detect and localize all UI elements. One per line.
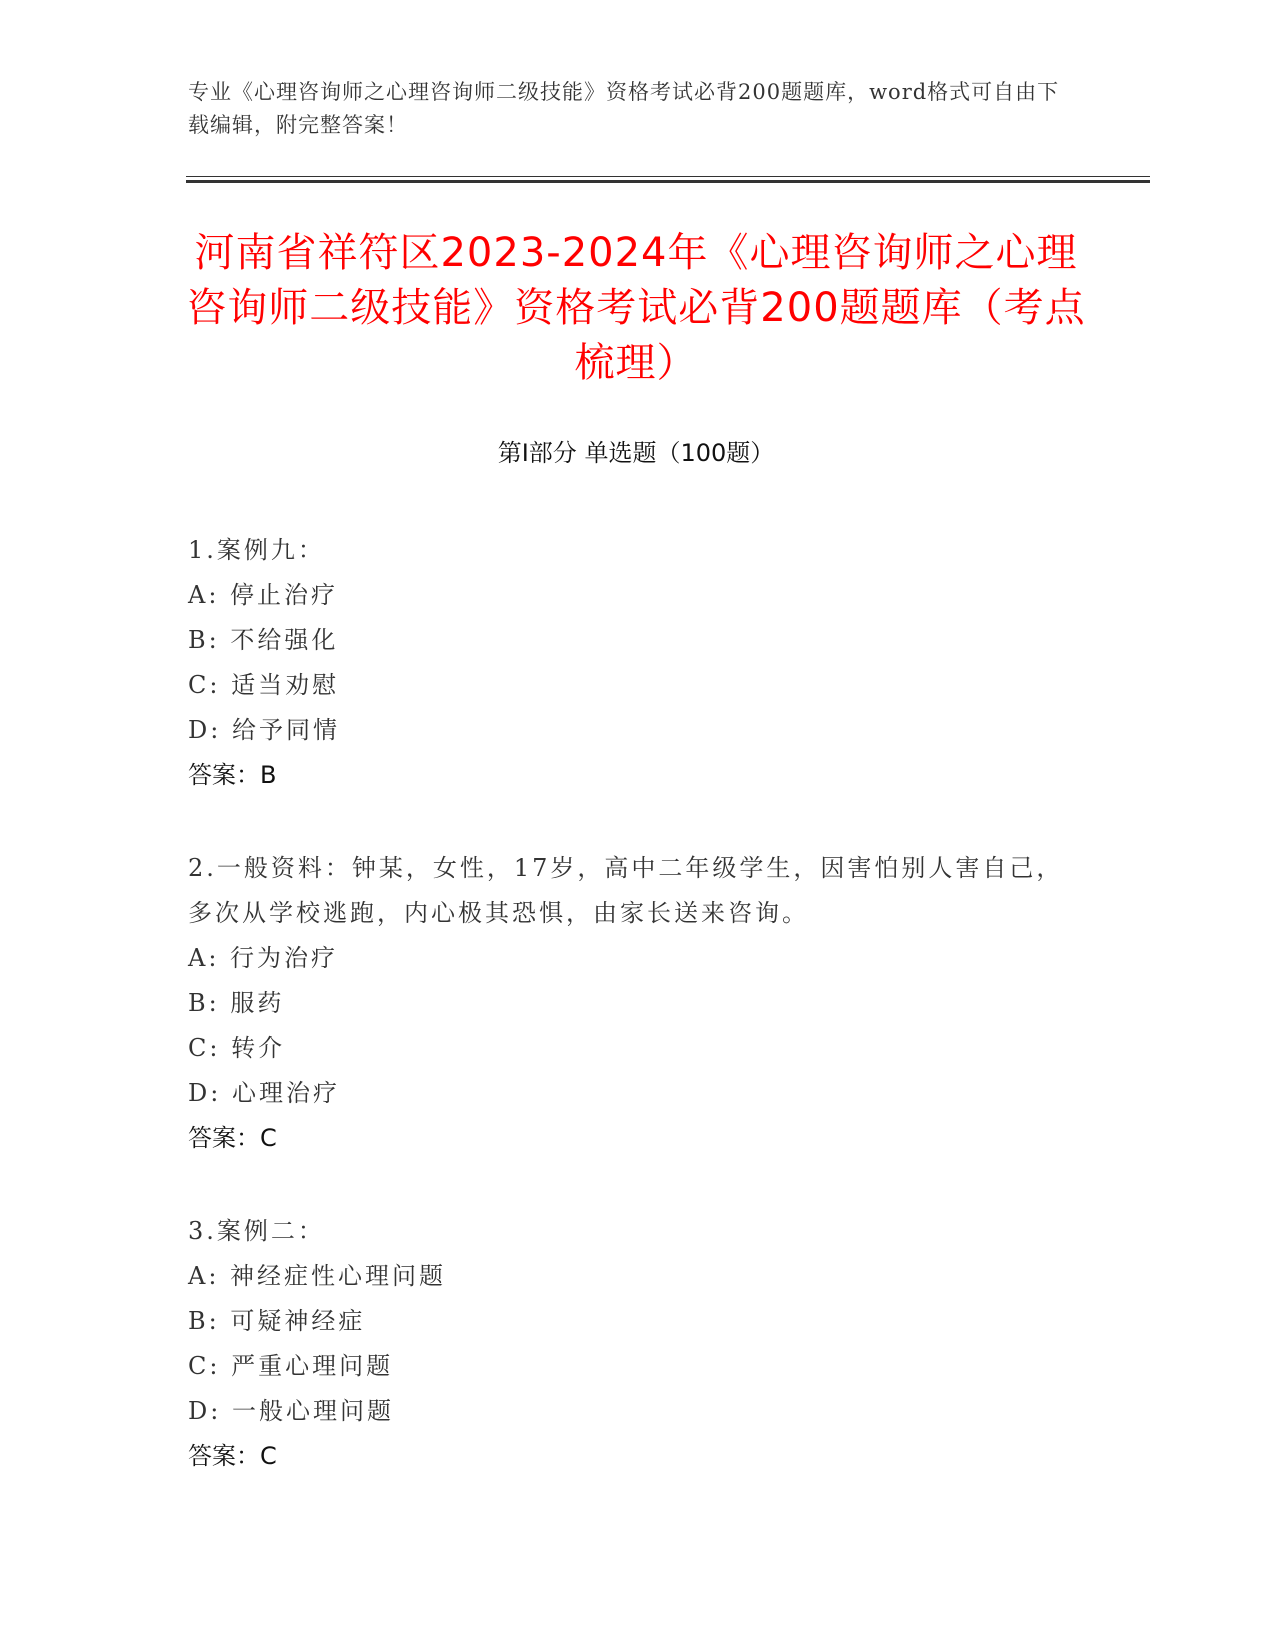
option-d: D: 心理治疗 [188,1079,340,1107]
section-heading: 第I部分 单选题（100题） [497,439,775,467]
question-2 [188,846,1088,1161]
question-3 [188,1209,1088,1479]
option-a: A: 停止治疗 [188,581,339,609]
option-d: D: 一般心理问题 [188,1397,394,1425]
question-stem: 2.一般资料：钟某，女性，17岁，高中二年级学生，因害怕别人害自己，多次从学校逃跑，内心极其恐惧，由家长送来咨询。 [188,854,1064,927]
document-title: 河南省祥符区2023-2024年《心理咨询师之心理咨询师二级技能》资格考试必背200题题库（考点梳理） [186,230,1086,386]
option-a: A: 行为治疗 [188,944,339,972]
option-c: C: 严重心理问题 [188,1352,394,1380]
header-divider-thick [186,180,1150,183]
question-stem: 3.案例二： [188,1217,325,1245]
answer: 答案：C [188,1442,277,1470]
document-intro: 专业《心理咨询师之心理咨询师二级技能》资格考试必背200题题库，word格式可自由下载编辑，附完整答案！ [188,80,1060,137]
option-b: B: 可疑神经症 [188,1307,366,1335]
option-b: B: 不给强化 [188,626,339,654]
option-d: D: 给予同情 [188,716,340,744]
option-a: A: 神经症性心理问题 [188,1262,447,1290]
answer: 答案：C [188,1124,277,1152]
answer: 答案：B [188,761,277,789]
question-list [188,528,1088,1527]
question-stem: 1.案例九： [188,536,325,564]
option-c: C: 适当劝慰 [188,671,340,699]
question-1 [188,528,1088,798]
option-c: C: 转介 [188,1034,286,1062]
option-b: B: 服药 [188,989,285,1017]
header-divider-thin [186,176,1150,177]
